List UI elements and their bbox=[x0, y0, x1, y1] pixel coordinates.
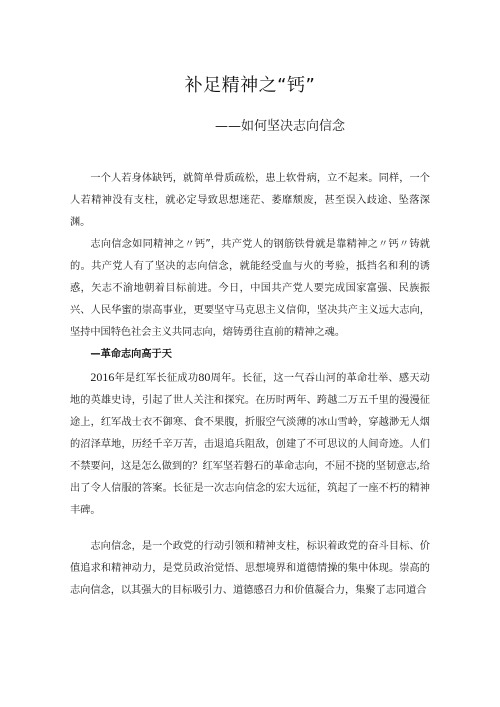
paragraph-3-part-a: 年是红军长征成功 bbox=[114, 373, 199, 384]
paragraph-3-part-b: 周年。长征，这一气吞山河的革命壮举、感天动地的英雄史诗，引起了世人关注和探究。在历时两年、跨越二万五千里的漫漫征途上，红军战士衣不御寒、食不果腹，折服空气淡薄的冰山雪岭，穿越渺无人烟的沼泽草地，历经千辛万苦，击退追兵阻敌，创建了不可思议的人间奇迹。人们不禁要问，这是怎么做到的？红军坚若磐石的革命志向，不屈不挠的坚韧意志,给出了令人信服的答案。长征是一次志向信念的宏大远征，筑起了一座不朽的精神丰碑。 bbox=[70, 373, 430, 516]
document-subtitle: ——如何坚决志向信念 bbox=[214, 119, 345, 134]
document-body bbox=[70, 168, 430, 602]
paragraph-2: 志向信念如同精神之〃钙”，共产党人的钢筋铁骨就是靠精神之〃钙〃铸就的。共产党人有了坚决的志向信念，就能经受血与火的考验，抵挡名和利的诱惑，矢志不渝地朝着目标前进。今日，中国共产党人要完成国家富强、民族振兴、人民华蜜的崇高事业，更要坚守马克思主义信仰，坚决共产主义远大志向，坚持中国特色社会主义共同志向，熔铸勇往直前的精神之魂。 bbox=[70, 239, 430, 338]
paragraph-4: 志向信念，是一个政党的行动引领和精神支柱，标识着政党的奋斗目标、价值追求和精神动力，是党员政治觉悟、思想境界和道德情操的集中体现。崇高的志向信念，以其强大的目标吸引力、道德感召力和价值凝合力，集聚了志同道合 bbox=[70, 541, 430, 596]
section-heading: —革命志向高于天 bbox=[90, 349, 172, 360]
year-number: 2016 bbox=[90, 370, 115, 384]
paragraph-1: 一个人若身体缺钙，就简单骨质疏松，患上软骨病，立不起来。同样，一个人若精神没有支柱，就必定导致思想迷茫、萎靡颓废，甚至误入歧途、坠落深渊。 bbox=[70, 173, 430, 228]
document-title: 补足精神之“钙” bbox=[184, 75, 316, 96]
anniversary-number: 80 bbox=[198, 370, 211, 384]
paragraph-3 bbox=[70, 366, 430, 522]
